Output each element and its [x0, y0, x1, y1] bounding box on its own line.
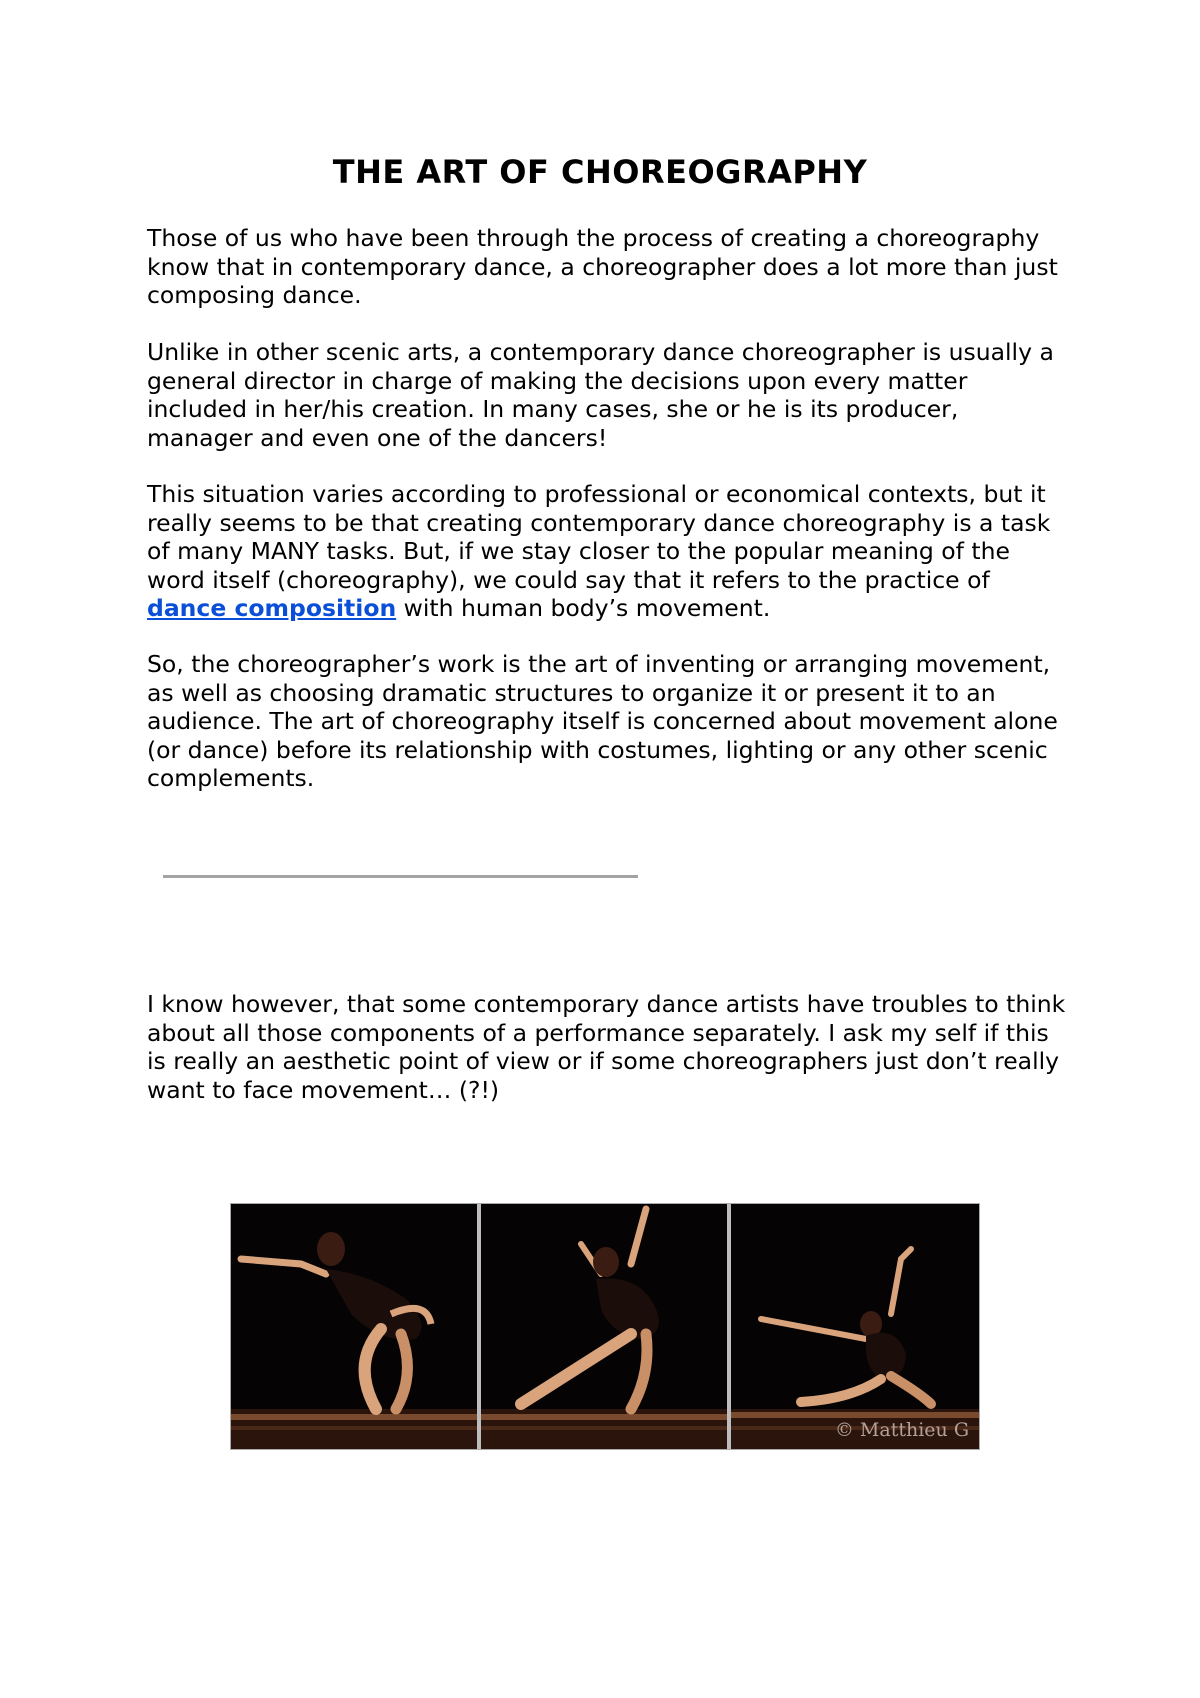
paragraph-3	[147, 480, 1067, 623]
paragraph-4: So, the choreographer’s work is the art of inventing or arranging movement, as well as choosing dramatic structures to organize it or present it to an audience. The art of choreography itself is concerned about movement alone (or dance) before its relationship with costumes, lighting or any other scenic complements.	[147, 650, 1058, 792]
dance-composition-link[interactable]: dance composition	[147, 594, 397, 622]
dance-photo-strip	[230, 1203, 980, 1450]
dancer-photo-1	[231, 1204, 477, 1449]
dancer-photo-2	[481, 1204, 727, 1449]
paragraph-3-text-end: with human body’s movement.	[396, 594, 771, 622]
dancer-photo-3	[731, 1204, 979, 1449]
paragraph-5: I know however, that some contemporary dance artists have troubles to think about all those components of a performance separately. I ask my self if this is really an aesthetic point of view or if some choreographers just don’t really want to face movement… (?!)	[147, 990, 1066, 1104]
paragraph-1: Those of us who have been through the process of creating a choreography know that in contemporary dance, a choreographer does a lot more than just composing dance.	[147, 224, 1058, 309]
horizontal-divider	[163, 875, 638, 878]
photo-watermark: © Matthieu G	[834, 1419, 969, 1441]
paragraph-3-text-start: This situation varies according to professional or economical contexts, but it really seems to be that creating contemporary dance choreography is a task of many MANY tasks. But, if we stay closer to the popular meaning of the word itself (choreography), we could say that it refers to the practice of	[147, 480, 1051, 594]
paragraph-2: Unlike in other scenic arts, a contemporary dance choreographer is usually a general director in charge of making the decisions upon every matter included in her/his creation. In many cases, she or he is its producer, manager and even one of the dancers!	[147, 338, 1054, 452]
page-title: THE ART OF CHOREOGRAPHY	[332, 153, 868, 191]
